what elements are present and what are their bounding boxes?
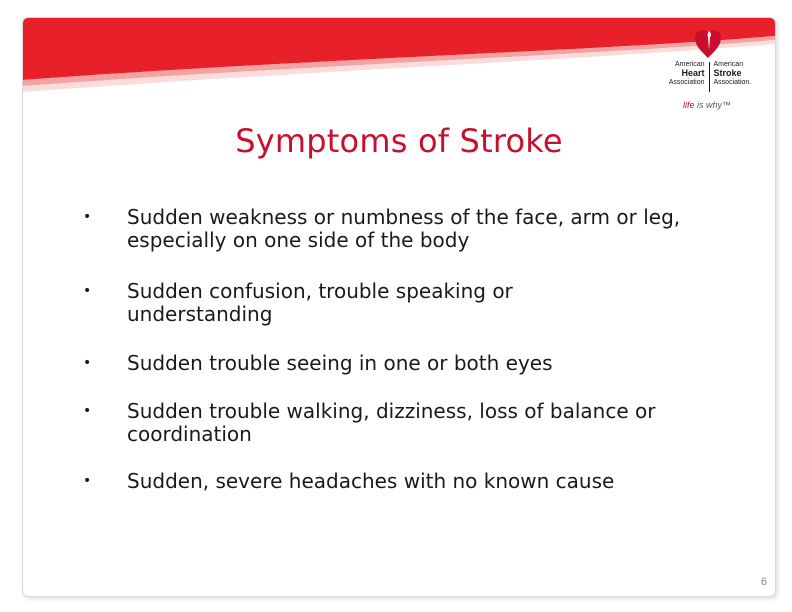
list-item-text: Sudden confusion, trouble speaking or understanding [127, 279, 513, 326]
logo-stroke-text: American Stroke Association. [713, 61, 752, 86]
logo-wordmark [651, 60, 769, 94]
bullet-icon: • [83, 283, 92, 299]
list-item-text: Sudden trouble seeing in one or both eyes [127, 351, 553, 375]
bullet-icon: • [83, 209, 92, 225]
aha-asa-logo [651, 28, 769, 123]
bullet-icon: • [83, 473, 92, 489]
list-item-text: Sudden weakness or numbness of the face, arm or leg, especially on one side of the body [127, 205, 681, 252]
bullet-icon: • [83, 403, 92, 419]
logo-heart-text: American Heart Association [668, 61, 705, 86]
bullet-icon: • [83, 355, 92, 371]
list-item-text: Sudden trouble walking, dizziness, loss of balance or coordination [127, 399, 656, 446]
list-item-text: Sudden, severe headaches with no known cause [127, 469, 615, 493]
logo-tagline: life is why™ [683, 100, 732, 110]
slide-title: Symptoms of Stroke [235, 122, 563, 160]
slide [22, 17, 776, 597]
page-number: 6 [760, 576, 767, 588]
heart-torch-icon [694, 28, 722, 60]
